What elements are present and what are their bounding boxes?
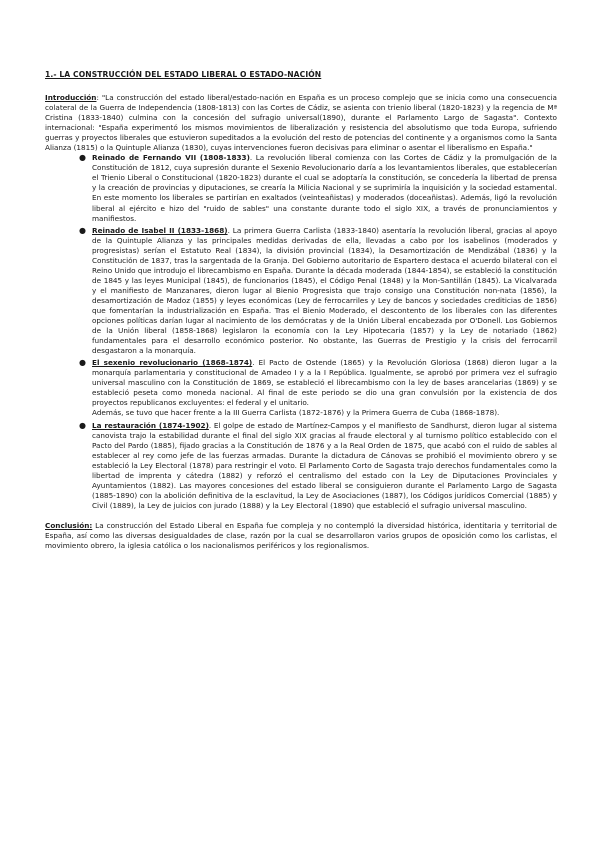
conclusion-paragraph — [45, 521, 557, 551]
section-heading: Reinado de Isabel II (1833-1868) — [92, 225, 228, 235]
section-extra-text: Además, se tuvo que hacer frente a la III Guerra Carlista (1872-1876) y la Primera Guerra de Cuba (1868-1878). — [92, 408, 500, 418]
section-heading: El sexenio revolucionario (1868-1874) — [92, 358, 253, 368]
section-sexenio — [79, 358, 557, 418]
bullet-icon: ● — [79, 420, 86, 430]
section-heading: Reinado de Fernando VII (1808-1833) — [92, 153, 250, 163]
conclusion-label: Conclusión: — [45, 520, 93, 530]
introduction-paragraph — [45, 93, 557, 153]
section-restauracion — [79, 420, 557, 511]
bullet-icon: ● — [79, 225, 86, 235]
introduction-label: Introducción — [45, 93, 97, 102]
bullet-icon: ● — [79, 358, 86, 368]
page-title: 1.- LA CONSTRUCCIÓN DEL ESTADO LIBERAL O ESTADO-NACIÓN — [45, 70, 322, 79]
introduction-text: : "La construcción del estado liberal/estado-nación en España es un proceso complejo que se inicia como una consecuencia colateral de la Guerra de Independencia (1808-1813) con las Cortes de Cádiz, se asienta con trienio liberal (1820-1823) y la regencia de Mª Cristina (1833-1840) culmina con la concesión del sufragio universal(1890), durante el Parlamento Largo de Sagasta". Contexto internacional: "España experimentó los mismos movimientos de liberalización y resistencia del absolutismo que toda Europa, sufriendo guerras y proyectos liberales que estuvieron supeditados a la evolución del resto de potencias del continente y a organismos como la Santa Alianza (1815) o la Quintuple Alianza (1830), cuyas intervenciones fueron decisivas para eliminar o asentar el liberalismo en España." — [45, 93, 557, 153]
section-text: . El Pacto de Ostende (1865) y la Revolución Gloriosa (1868) dieron lugar a la monarquía parlamentaria y constitucional de Amadeo I y a la I República. Igualmente, se aprobó por primera vez el sufragio universal masculino con la Constitución de 1869, se estableció el librecambismo con la ley de bases arancelarias (1869) y se estableció peseta como moneda nacional. Al final de este periodo se dio una gran convulsión por la existencia de dos proyectos republicanos excluyentes: el federal y el unitario. — [92, 358, 557, 408]
conclusion-text: La construcción del Estado Liberal en España fue compleja y no contempló la diversidad histórica, identitaria y territorial de España, así como las diversas desigualdades de clase, razón por la cual se desarrollaron varios grupos de oposición como los carlistas, el movimiento obrero, la iglesia católica o los nacionalismos periféricos y los regionalismos. — [45, 520, 557, 551]
section-heading: La restauración (1874-1902) — [92, 420, 209, 430]
section-list — [45, 153, 557, 511]
bullet-icon: ● — [79, 153, 86, 163]
section-text: . La primera Guerra Carlista (1833-1840) asentaría la revolución liberal, gracias al apoyo de la Quintuple Alianza y las principales medidas derivadas de ella, llevadas a cabo por los isabelinos (moderados y progresistas) serían el Estatuto Real (1834), la división provincial (1834), la Desamortización de Mendizábal (1836) y la Constitución de 1837, tras la sargentada de la Granja. Del Gobierno autoritario de Espartero destaca el acuerdo bilateral con el Reino Unido que introdujo el librecambismo en España. Durante la década moderada (1844-1854), se estableció la constitución de 1845 y las leyes Municipal (1845), de funcionarios (1845), el Código Penal (1848) y la Mon-Santillán (1845). La Vicalvarada y el manifiesto de Manzanares, dieron lugar al Bienio Progresista que trajo consigo una Constitución non-nata (1856), la desamortización de Madoz (1855) y leyes económicas (Ley de ferrocarriles y Ley de bancos y sociedades crediticias de 1856) que fomentarían la industrialización en España. Tras el Bienio Moderado, el descontento de los liberales con las diferentes opciones políticas darían lugar al nacimiento de los demócratas y de la Unión Liberal encabezada por O'Donell. Los Gobiernos de la Unión liberal (1858-1868) legislaron la economía con la Ley Hipotecaria (1857) y la Ley de notariado (1862) fundamentales para el desarrollo económico posterior. No obstante, las Guerras de Prestigio y la crisis del ferrocarril desgastaron a la monarquía. — [92, 225, 557, 356]
document-page — [45, 70, 557, 551]
section-text: . El golpe de estado de Martínez-Campos y el manifiesto de Sandhurst, dieron lugar al sistema canovista trajo la estabilidad durante el final del siglo XIX gracias al fraude electoral y al turnismo político establecido con el Pacto del Pardo (1885), fijado gracias a la Constitución de 1876 y a la Real Orden de 1875, que acabó con el ruido de sables al establecer al rey como jefe de las fuerzas armadas. Durante la dictadura de Cánovas se prohibió el movimiento obrero y se estableció la Ley Electoral (1878) para restringir el voto. El Parlamento Corto de Sagasta trajo derechos fundamentales como la libertad de imprenta y cátedra (1882) y reforzó el centralismo del estado con la Ley de Diputaciones Provinciales y Ayuntamientos (1882). Las mayores concesiones del estado liberal se consiguieron durante el Parlamento Largo de Sagasta (1885-1890) con la abolición definitiva de la esclavitud, la Ley de Asociaciones (1887), los Códigos jurídicos Comercial (1885) y Civil (1889), la Ley de juicios con jurado (1888) y la Ley Electoral (1890) que estableció el sufragio universal masculino. — [92, 420, 557, 510]
section-text: . La revolución liberal comienza con las Cortes de Cádiz y la promulgación de la Constitución de 1812, cuya supresión durante el Sexenio Revolucionario daría a los levantamientos liberales, que establecerían el Trienio Liberal o Constitucional (1820-1823) durante el cual se adoptaría la constitución, se concedería la libertad de prensa y la creación de provincias y diputaciones, se crearía la Milicia Nacional y se suprimiría la inquisición y la sociedad estamental. En este momento los liberales se partirían en exaltados (veinteañistas) y moderados (doceañistas). Además, ligó la revolución liberal al ejército e hizo del "ruido de sables" una constante durante todo el siglo XIX, a través de pronunciamientos y manifiestos. — [92, 153, 558, 223]
section-isabel-ii — [79, 225, 557, 357]
section-fernando-vii — [79, 153, 558, 223]
